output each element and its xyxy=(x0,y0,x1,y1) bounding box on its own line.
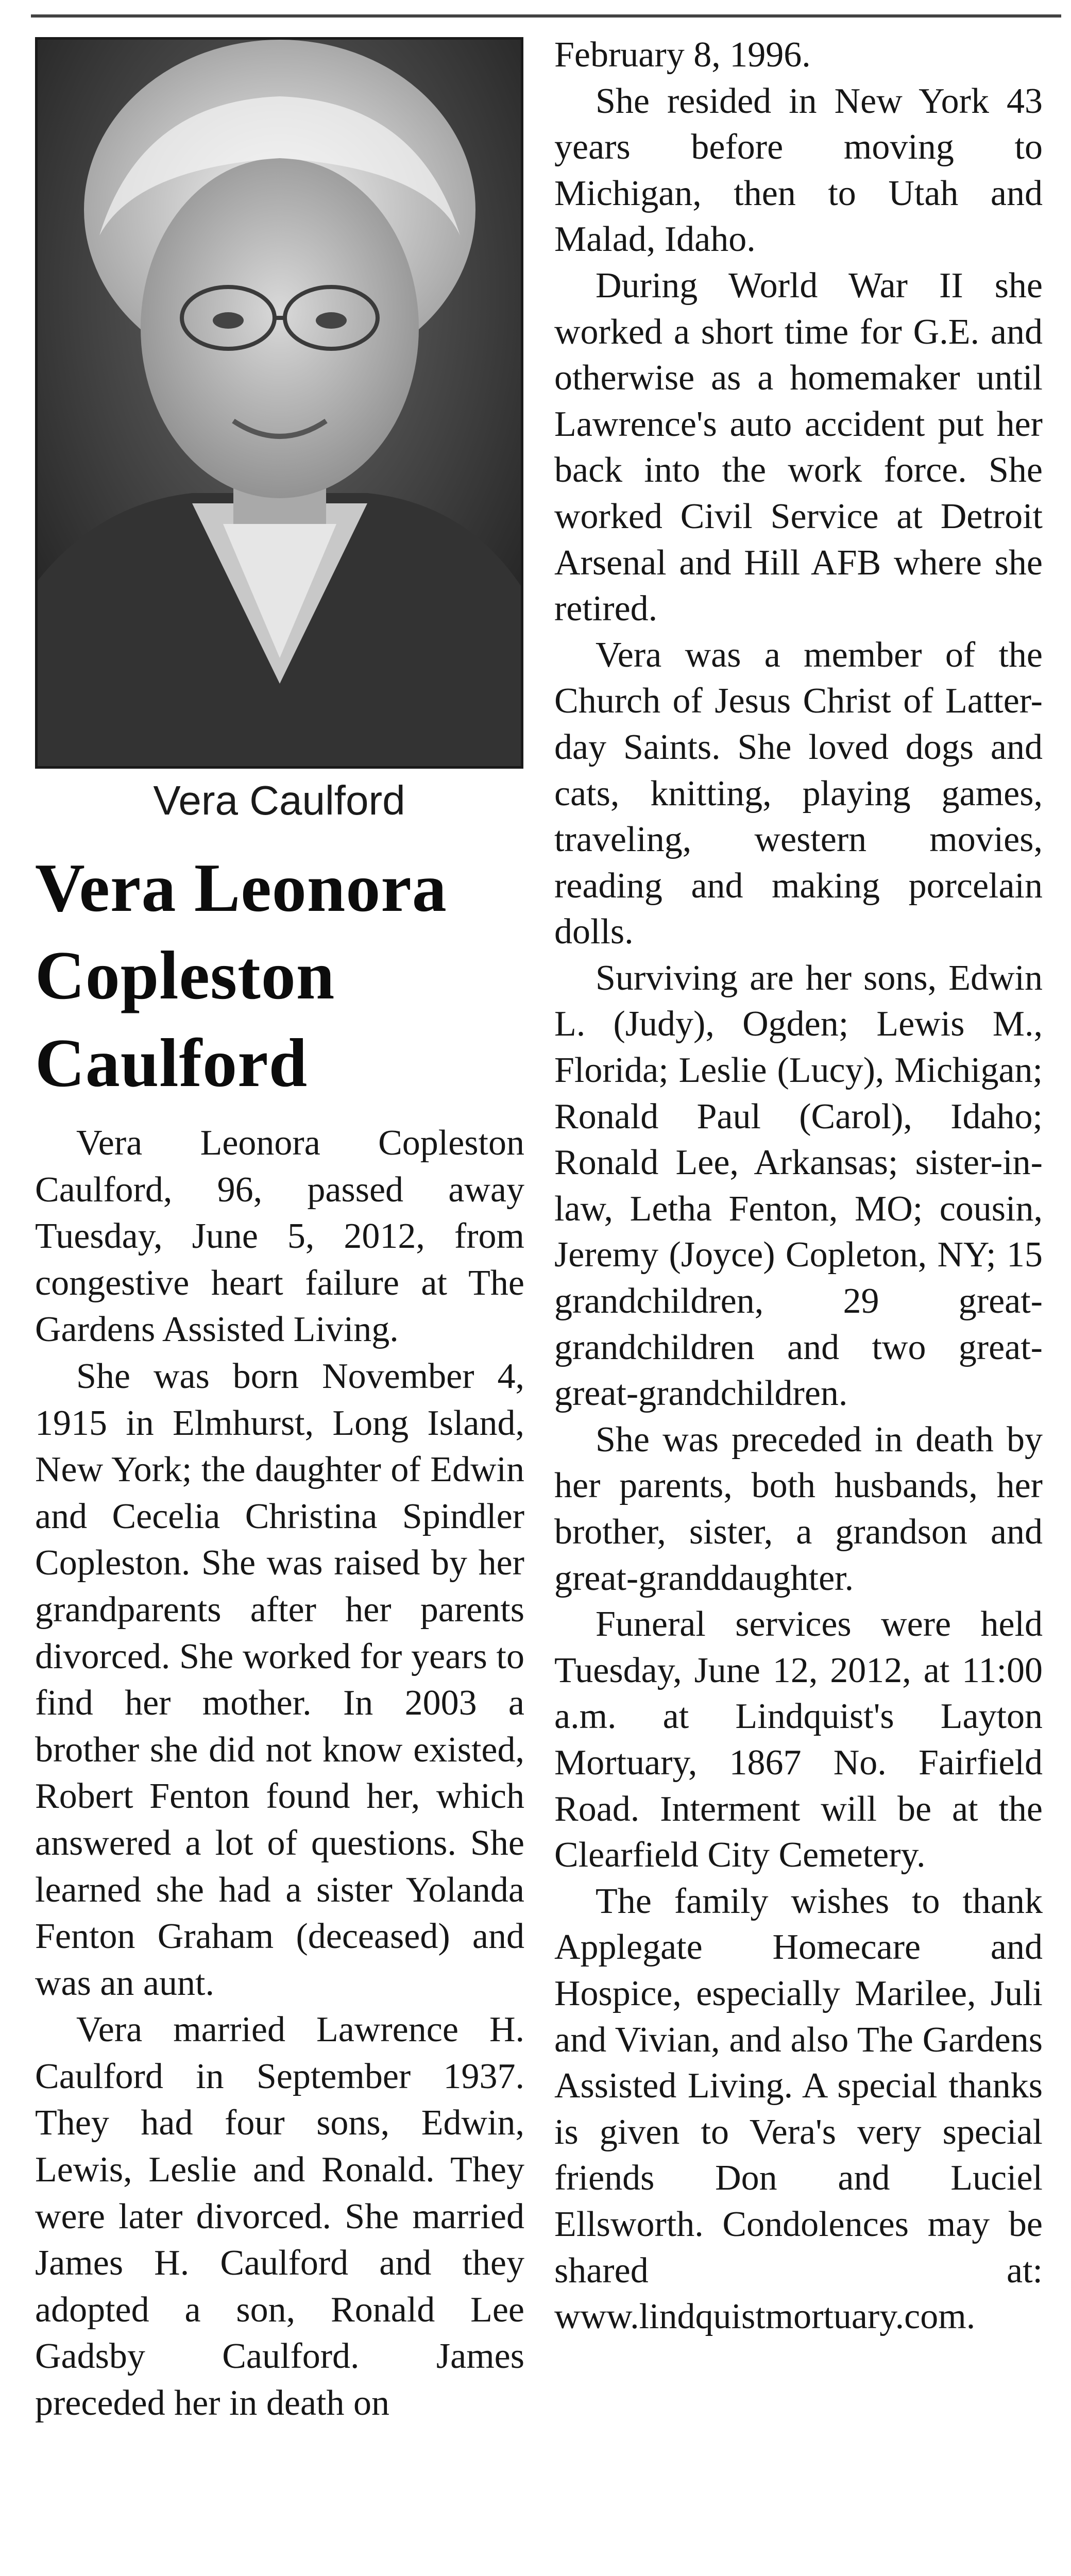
headline-line-3: Caulford xyxy=(35,1025,308,1101)
headline-line-1: Vera Leonora xyxy=(35,850,447,926)
obituary-headline xyxy=(35,844,524,1107)
paragraph-thanks: The family wishes to thank Applegate Homecare and Hospice, especially Marilee, Juli and Vivian, and also The Gardens Assisted Living. A special thanks is given to Vera's very special friends Don and Luciel Ellsworth. Condolences may be shared at: www.lindquistmortuary.com. xyxy=(554,1881,1043,2337)
paragraph-interests: Vera was a member of the Church of Jesus Christ of Latter-day Saints. She loved dogs and cats, knitting, playing games, traveling, western movies, reading and making porcelain dolls. xyxy=(554,635,1043,952)
paragraph-preceded: She was preceded in death by her parents, both husbands, her brother, sister, a grandson and great-granddaughter. xyxy=(554,1419,1043,1598)
paragraph-death-notice: Vera Leonora Copleston Caulford, 96, passed away Tuesday, June 5, 2012, from congestive heart failure at The Gardens Assisted Living. xyxy=(35,1123,524,1350)
paragraph-marriages: Vera married Lawrence H. Caulford in September 1937. They had four sons, Edwin, Lewis, Leslie and Ronald. They were later divorced. She married James H. Caulford and they adopted a son, Ronald Lee Gadsby Caulford. James preceded her in death on xyxy=(35,2010,524,2424)
paragraph-survivors: Surviving are her sons, Edwin L. (Judy), Ogden; Lewis M., Florida; Leslie (Lucy), Michigan; Ronald Paul (Carol), Idaho; Ronald Lee, Arkansas; sister-in-law, Letha Fenton, MO; cousin, Jeremy (Joyce) Copleton, NY; 15 grandchildren, 29 great-grandchildren and two great-great-grandchildren. xyxy=(554,958,1043,1414)
headline-line-2: Copleston xyxy=(35,937,335,1013)
paragraph-continuation: February 8, 1996. xyxy=(554,35,811,75)
right-column xyxy=(554,32,1043,2340)
paragraph-career: During World War II she worked a short time for G.E. and otherwise as a homemaker until Lawrence's auto accident put her back into the work force. She worked Civil Service at Detroit Arsenal and Hill AFB where she retired. xyxy=(554,265,1043,629)
paragraph-birth-family: She was born November 4, 1915 in Elmhurst, Long Island, New York; the daughter of Edwin and Cecelia Christina Spindler Copleston. She was raised by her grandparents after her parents divorced. She worked for years to find her mother. In 2003 a brother she did not know existed, Robert Fenton found her, which answered a lot of questions. She learned she had a sister Yolanda Fenton Graham (deceased) and was an aunt. xyxy=(35,1356,524,2003)
paragraph-residence: She resided in New York 43 years before moving to Michigan, then to Utah and Malad, Idaho. xyxy=(554,81,1043,260)
portrait-photo-icon xyxy=(38,40,521,766)
photo-caption: Vera Caulford xyxy=(153,777,405,823)
portrait-photo xyxy=(35,37,523,769)
left-column xyxy=(35,37,524,2427)
top-rule xyxy=(31,14,1061,18)
paragraph-funeral: Funeral services were held Tuesday, June 12, 2012, at 11:00 a.m. at Lindquist's Layton Mortuary, 1867 No. Fairfield Road. Interment will be at the Clearfield City Cemetery. xyxy=(554,1604,1043,1875)
